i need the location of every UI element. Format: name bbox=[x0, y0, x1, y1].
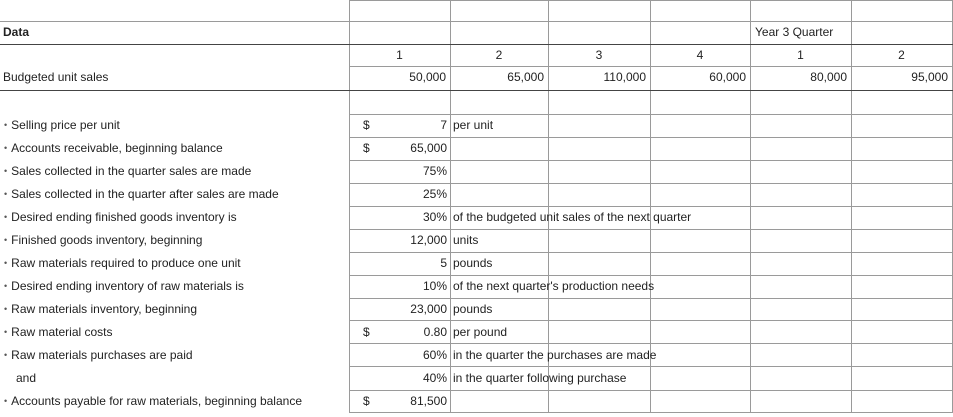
assumption-value: 81,500 bbox=[410, 394, 447, 408]
quarter-number: 2 bbox=[898, 48, 905, 62]
sales-value: 95,000 bbox=[911, 70, 948, 84]
assumption-label: • Sales collected in the quarter after sales are made bbox=[4, 183, 344, 205]
assumption-value: 25% bbox=[422, 187, 447, 201]
assumption-note: in the quarter the purchases are made bbox=[453, 348, 657, 362]
assumption-note: units bbox=[453, 233, 479, 247]
assumption-value: 12,000 bbox=[410, 233, 447, 247]
assumption-label: • Accounts payable for raw materials, beginning balance bbox=[4, 390, 344, 412]
quarter-number: 1 bbox=[797, 48, 804, 62]
assumption-label: • Desired ending finished goods inventory is bbox=[4, 206, 344, 228]
quarter-number: 3 bbox=[595, 48, 603, 62]
assumption-note: pounds bbox=[453, 302, 493, 316]
assumption-value: 5 bbox=[440, 256, 447, 270]
assumption-note: per pound bbox=[453, 325, 508, 339]
assumption-value: 40% bbox=[422, 371, 447, 385]
assumption-label: • Sales collected in the quarter sales are made bbox=[4, 160, 344, 182]
quarter-number: 2 bbox=[495, 48, 503, 62]
grid-horizontal-line bbox=[349, 412, 953, 413]
assumption-note: per unit bbox=[453, 118, 494, 132]
assumption-value: 75% bbox=[422, 164, 447, 178]
assumption-value: 60% bbox=[422, 348, 447, 362]
assumption-value: 65,000 bbox=[410, 141, 447, 155]
assumption-label: • Raw materials inventory, beginning bbox=[4, 298, 344, 320]
assumption-label: • Raw material costs bbox=[4, 321, 344, 343]
year3-quarter-heading: Year 3 Quarter bbox=[755, 25, 834, 39]
assumption-note: pounds bbox=[453, 256, 493, 270]
currency-symbol: $ bbox=[363, 118, 370, 132]
grid-horizontal-line bbox=[349, 0, 953, 1]
sales-value: 110,000 bbox=[603, 70, 646, 84]
assumption-note: in the quarter following purchase bbox=[453, 371, 627, 385]
assumption-value: 7 bbox=[440, 118, 447, 132]
assumption-note: of the next quarter's production needs bbox=[453, 279, 655, 293]
assumption-value: 10% bbox=[422, 279, 447, 293]
assumption-label: • Raw materials purchases are paid bbox=[4, 344, 344, 366]
assumption-label: • Selling price per unit bbox=[4, 114, 344, 136]
grid-horizontal-line bbox=[0, 90, 953, 91]
assumption-value: 0.80 bbox=[423, 325, 447, 339]
assumption-label: • Desired ending inventory of raw materials is bbox=[4, 275, 344, 297]
assumption-label: • Finished goods inventory, beginning bbox=[4, 229, 344, 251]
quarter-number: 4 bbox=[696, 48, 704, 62]
sales-row-label: Budgeted unit sales bbox=[3, 70, 109, 84]
currency-symbol: $ bbox=[363, 394, 370, 408]
currency-symbol: $ bbox=[363, 141, 370, 155]
sales-value: 65,000 bbox=[507, 70, 544, 84]
quarter-number: 1 bbox=[396, 48, 403, 62]
assumption-label: and bbox=[16, 371, 37, 385]
assumption-value: 30% bbox=[422, 210, 447, 224]
assumption-note: of the budgeted unit sales of the next quarter bbox=[453, 210, 692, 224]
sales-value: 80,000 bbox=[810, 70, 847, 84]
assumption-label: • Raw materials required to produce one unit bbox=[4, 252, 344, 274]
data-heading: Data bbox=[3, 25, 30, 39]
assumption-label: • Accounts receivable, beginning balance bbox=[4, 137, 344, 159]
assumption-value: 23,000 bbox=[410, 302, 447, 316]
sales-value: 60,000 bbox=[709, 70, 746, 84]
currency-symbol: $ bbox=[363, 325, 370, 339]
sales-value: 50,000 bbox=[409, 70, 446, 84]
